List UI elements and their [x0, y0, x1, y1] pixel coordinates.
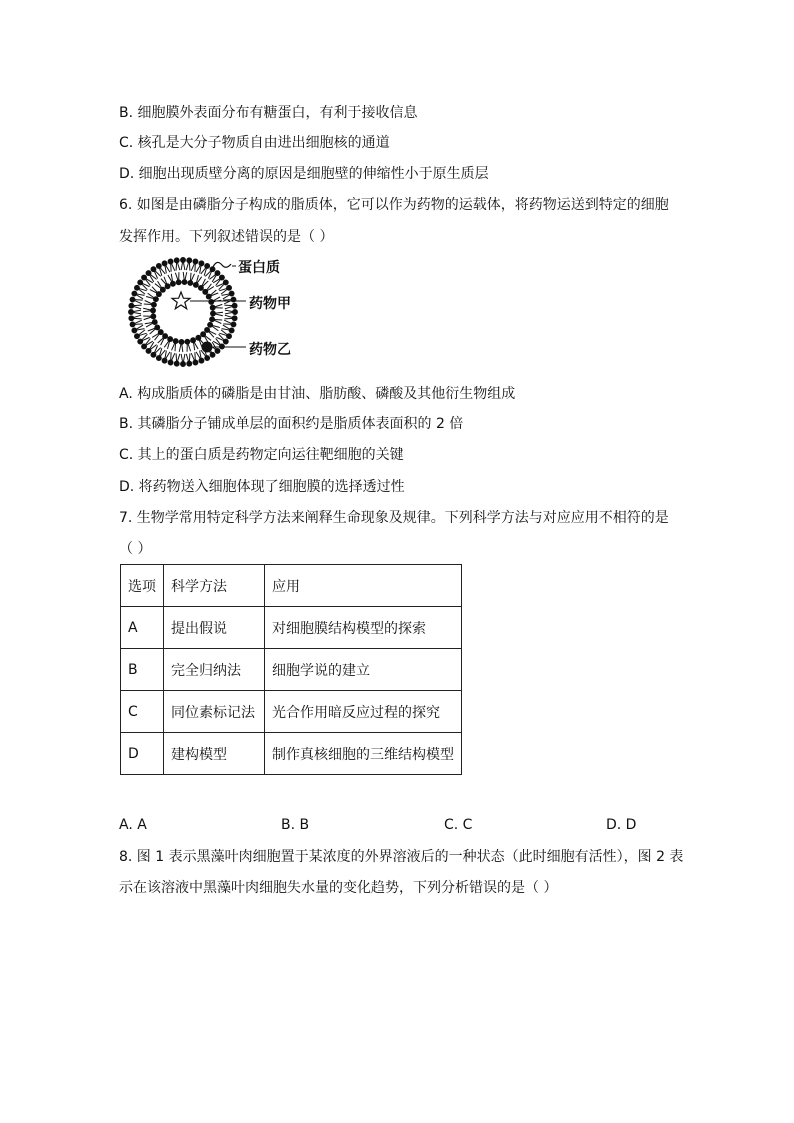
header-cell: 应用	[265, 565, 462, 607]
table-cell: 细胞学说的建立	[265, 649, 462, 691]
phospholipid-tail	[189, 260, 190, 270]
q5-option-d: D. 细胞出现质壁分离的原因是细胞壁的伸缩性小于原生质层	[119, 166, 489, 182]
methods-table	[120, 564, 462, 775]
liposome-figure	[118, 255, 318, 370]
q6-option-c: C. 其上的蛋白质是药物定向运往靶细胞的关键	[119, 447, 404, 463]
phospholipid-tail	[152, 287, 159, 294]
phospholipid-tail	[189, 353, 190, 363]
phospholipid-tail	[155, 284, 163, 290]
phospholipid-tail	[195, 262, 196, 272]
table-cell: 建构模型	[164, 733, 265, 775]
table-cell: 提出假说	[164, 607, 265, 649]
phospholipid-tail	[203, 334, 211, 340]
q6-option-b: B. 其磷脂分子铺成单层的面积约是脂质体表面积的 2 倍	[119, 416, 464, 432]
protein-icon	[213, 262, 231, 267]
table-cell: 完全归纳法	[164, 649, 265, 691]
drug-b-dot-icon	[202, 342, 213, 353]
table-cell: 光合作用暗反应过程的探究	[265, 691, 462, 733]
phospholipid-tail	[224, 318, 234, 319]
q7-stem-line2: （ ）	[119, 541, 152, 557]
table-row	[121, 607, 462, 649]
phospholipid-tail	[171, 352, 172, 362]
q7-answer-b: B. B	[281, 817, 310, 833]
header-cell: 科学方法	[164, 565, 265, 607]
q6-stem-line2: 发挥作用。下列叙述错误的是（ ）	[119, 229, 334, 245]
table-cell: 制作真核细胞的三维结构模型	[265, 733, 462, 775]
q6-option-a: A. 构成脂质体的磷脂是由甘油、脂肪酸、磷酸及其他衍生物组成	[119, 386, 516, 402]
phospholipid-tail	[176, 353, 177, 363]
phospholipid-tail	[207, 330, 214, 337]
phospholipid-tail	[131, 318, 141, 319]
phospholipid-tail	[176, 260, 177, 270]
phospholipid-tail	[133, 300, 143, 301]
phospholipid-tail	[224, 305, 234, 306]
q6-stem-line1: 6. 如图是由磷脂分子构成的脂质体，它可以作为药物的运载体，将药物运送到特定的细胞	[119, 197, 669, 213]
phospholipid-tail	[223, 324, 233, 325]
q7-answer-a: A. A	[119, 817, 147, 833]
table-header-row	[121, 565, 462, 607]
label-protein: 蛋白质	[238, 260, 280, 276]
header-cell: 选项	[121, 565, 164, 607]
table-row	[121, 733, 462, 775]
phospholipid-tail	[158, 336, 165, 343]
phospholipid-tail	[205, 284, 211, 292]
phospholipid-tail	[205, 287, 214, 292]
q7-answer-d: D. D	[606, 817, 637, 833]
phospholipid-tail	[131, 305, 141, 306]
drug-a-star-icon	[172, 292, 190, 309]
table-row	[121, 691, 462, 733]
q8-stem-line2: 示在该溶液中黑藻叶肉细胞失水量的变化趋势，下列分析错误的是（ ）	[119, 880, 558, 896]
q7-answer-c: C. C	[444, 817, 473, 833]
table-cell: A	[121, 607, 164, 649]
table-cell: 同位素标记法	[164, 691, 265, 733]
q5-option-c: C. 核孔是大分子物质自由进出细胞核的通道	[119, 135, 390, 151]
phospholipid-tail	[155, 332, 161, 340]
table-cell: B	[121, 649, 164, 691]
phospholipid-tail	[201, 281, 208, 288]
table-cell: 对细胞膜结构模型的探索	[265, 607, 462, 649]
phospholipid-tail	[158, 281, 163, 290]
table-cell: C	[121, 691, 164, 733]
q5-option-b: B. 细胞膜外表面分布有糖蛋白，有利于接收信息	[119, 105, 418, 121]
table-row	[121, 649, 462, 691]
q6-option-d: D. 将药物送入细胞体现了细胞膜的选择透过性	[119, 479, 405, 495]
q7-stem-line1: 7. 生物学常用特定科学方法来阐释生命现象及规律。下列科学方法与对应应用不相符的是	[119, 510, 669, 526]
table-cell: D	[121, 733, 164, 775]
label-drug-b: 药物乙	[249, 342, 291, 358]
phospholipid-tail	[152, 332, 161, 337]
q8-stem-line1: 8. 图 1 表示黑藻叶肉细胞置于某浓度的外界溶液后的一种状态（此时细胞有活性），图 2 表	[119, 849, 684, 865]
label-drug-a: 药物甲	[249, 296, 291, 312]
